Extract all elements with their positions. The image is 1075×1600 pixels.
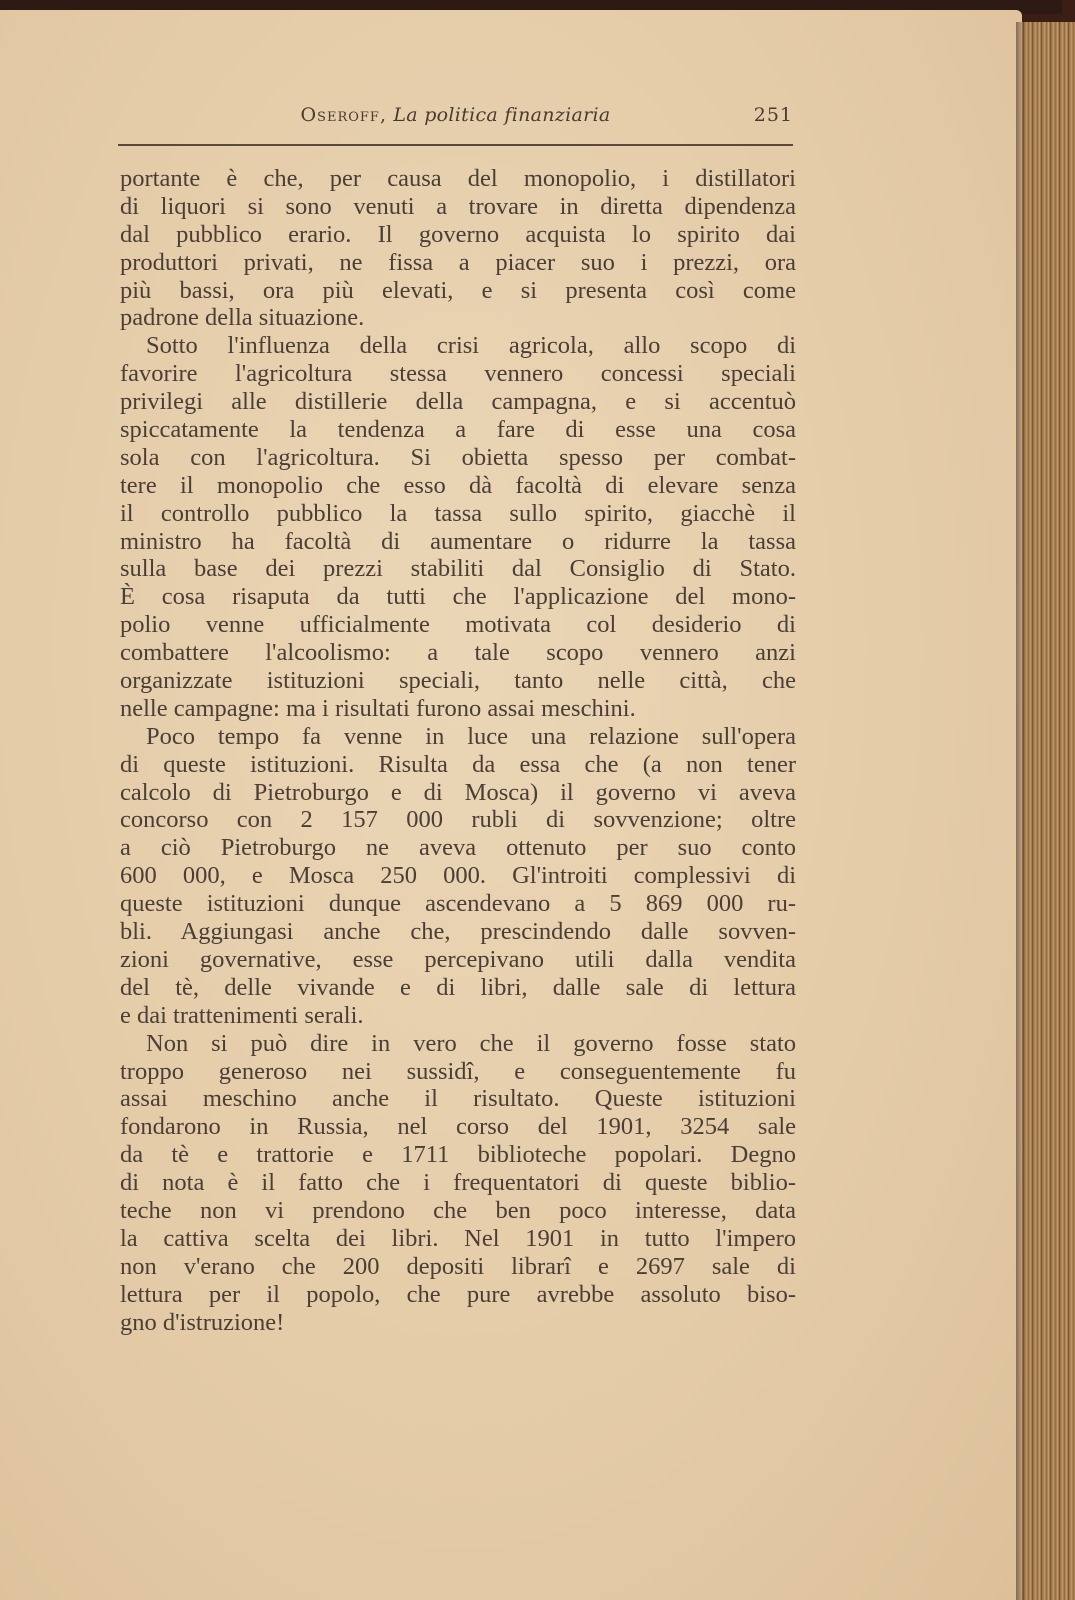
text-line: sulla base dei prezzi stabiliti dal Consiglio di Stato. (120, 555, 796, 583)
text-line: a ciò Pietroburgo ne aveva ottenuto per suo conto (120, 834, 796, 862)
text-line: queste istituzioni dunque ascendevano a 5 869 000 ru- (120, 890, 796, 918)
text-line: teche non vi prendono che ben poco interesse, data (120, 1196, 796, 1224)
text-line: bli. Aggiungasi anche che, prescindendo dalle sovven- (120, 918, 796, 946)
text-line: tere il monopolio che esso dà facoltà di elevare senza (120, 471, 796, 499)
text-line: più bassi, ora più elevati, e si presenta così come (120, 276, 796, 304)
text-line: polio venne ufficialmente motivata col desiderio di (120, 611, 796, 639)
text-line: fondarono in Russia, nel corso del 1901, 3254 sale (120, 1113, 796, 1141)
text-line: Sotto l'influenza della crisi agricola, allo scopo di (146, 332, 796, 360)
text-line: non v'erano che 200 depositi librarî e 2697 sale di (120, 1252, 796, 1280)
header-author: Oseroff, (300, 104, 387, 126)
text-line: gno d'istruzione! (120, 1308, 285, 1336)
header-title: La politica finanziaria (393, 104, 611, 126)
page-number: 251 (753, 104, 793, 126)
text-line: calcolo di Pietroburgo e di Mosca) il governo vi aveva (120, 778, 796, 806)
text-line: e dai trattenimenti serali. (120, 1001, 364, 1029)
text-line: lettura per il popolo, che pure avrebbe assoluto biso- (120, 1280, 796, 1308)
text-line: È cosa risaputa da tutti che l'applicazione del mono- (120, 583, 796, 611)
text-line: del tè, delle vivande e di libri, dalle sale di lettura (120, 973, 796, 1001)
text-line: la cattiva scelta dei libri. Nel 1901 in tutto l'impero (120, 1224, 796, 1252)
text-line: di queste istituzioni. Risulta da essa che (a non tener (120, 750, 796, 778)
text-line: troppo generoso nei sussidî, e conseguentemente fu (120, 1057, 796, 1085)
text-line: di nota è il fatto che i frequentatori di queste biblio- (120, 1169, 796, 1197)
text-line: favorire l'agricoltura stessa vennero concessi speciali (120, 360, 796, 388)
text-line: organizzate istituzioni speciali, tanto nelle città, che (120, 667, 796, 695)
text-line: di liquori si sono venuti a trovare in diretta dipendenza (120, 192, 796, 220)
text-line: spiccatamente la tendenza a fare di esse una cosa (120, 416, 796, 444)
gutter-shadow (1016, 22, 1026, 1600)
text-line: privilegi alle distillerie della campagna, e si accentuò (120, 388, 796, 416)
text-line: nelle campagne: ma i risultati furono assai meschini. (120, 694, 636, 722)
header-rule (118, 144, 793, 146)
text-line: assai meschino anche il risultato. Queste istituzioni (120, 1085, 796, 1113)
text-line: padrone della situazione. (120, 304, 365, 332)
text-line: combattere l'alcoolismo: a tale scopo vennero anzi (120, 639, 796, 667)
header-title-line (118, 104, 793, 126)
text-line: Non si può dire in vero che il governo fosse stato (146, 1029, 796, 1057)
text-line: 600 000, e Mosca 250 000. Gl'introiti complessivi di (120, 862, 796, 890)
text-line: portante è che, per causa del monopolio, i distillatori (120, 165, 796, 192)
text-line: il controllo pubblico la tassa sullo spirito, giacchè il (120, 499, 796, 527)
text-line: ministro ha facoltà di aumentare o ridurre la tassa (120, 527, 796, 555)
text-line: Poco tempo fa venne in luce una relazione sull'opera (146, 722, 796, 750)
body-text (120, 165, 796, 1336)
text-line: sola con l'agricoltura. Si obietta spesso per combat- (120, 443, 796, 471)
text-line: concorso con 2 157 000 rubli di sovvenzione; oltre (120, 806, 796, 834)
running-header (118, 104, 793, 134)
text-line: dal pubblico erario. Il governo acquista lo spirito dai (120, 220, 796, 248)
text-line: zioni governative, esse percepivano utili dalla vendita (120, 945, 796, 973)
text-line: produttori privati, ne fissa a piacer suo i prezzi, ora (120, 248, 796, 276)
text-line: da tè e trattorie e 1711 biblioteche popolari. Degno (120, 1141, 796, 1169)
